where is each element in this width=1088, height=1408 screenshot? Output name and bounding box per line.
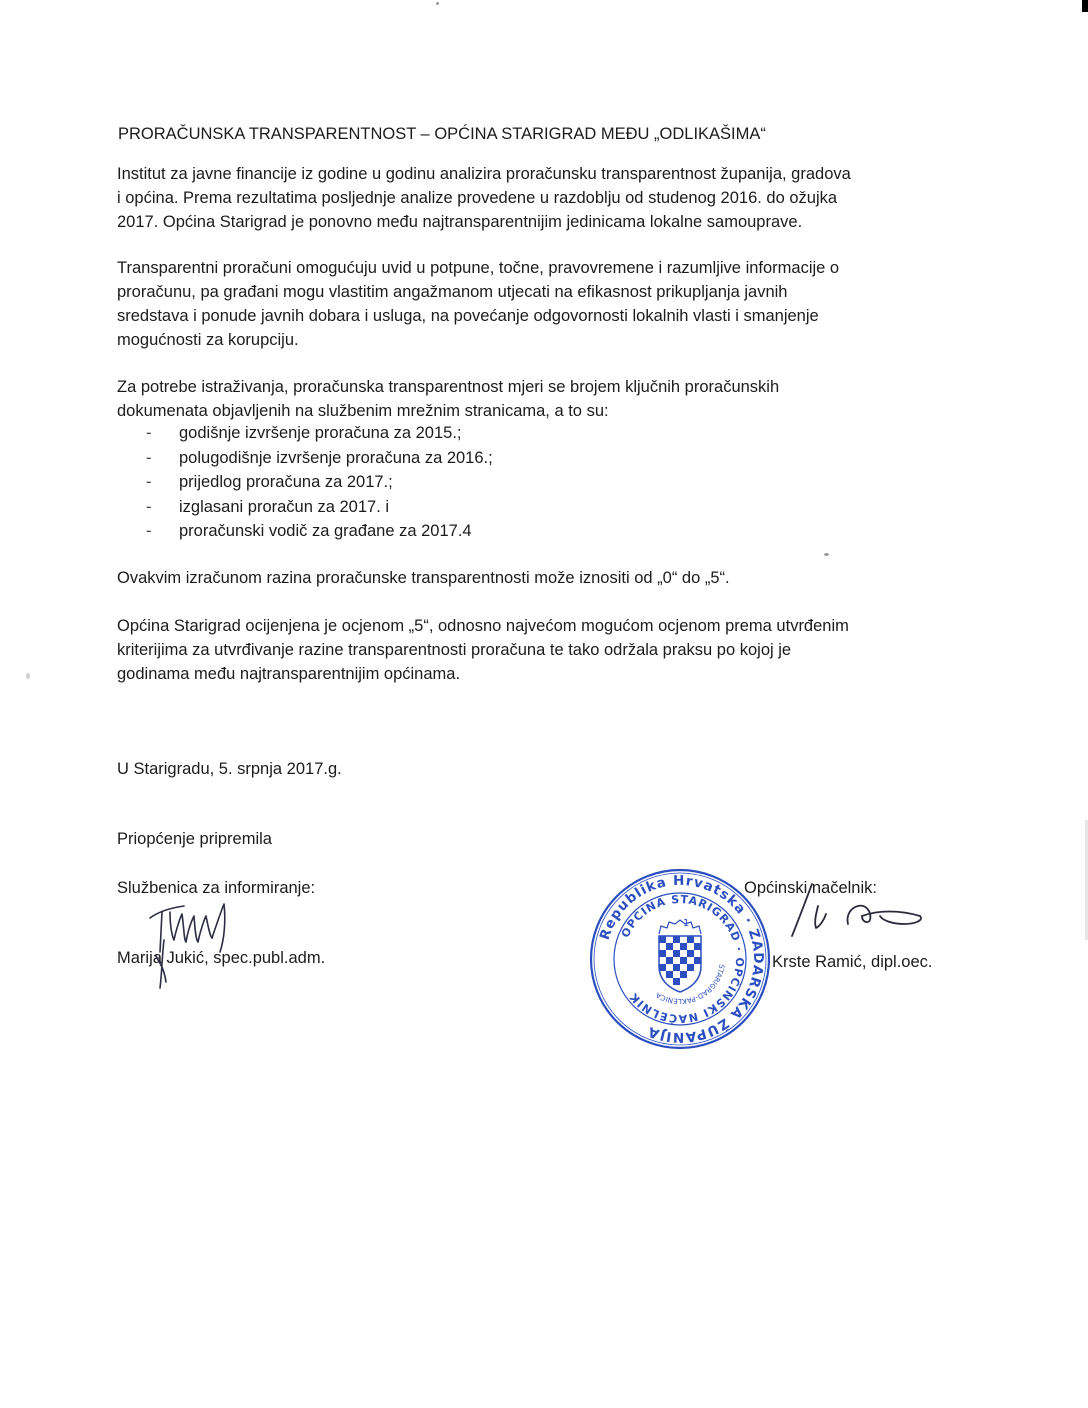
list-item <box>146 421 493 446</box>
paragraph-line: proračunu, pa građani mogu vlastitim angažmanom utjecati na efikasnost prikupljanja javnih <box>117 283 788 301</box>
left-signatory-role: Službenica za informiranje: <box>117 879 316 897</box>
document-list <box>146 421 493 544</box>
stamp-center-text: STARIGRAD-PAKLENICA <box>654 963 726 1006</box>
paragraph-benefits <box>117 256 839 352</box>
right-signatory-role: Općinski načelnik: <box>744 879 877 897</box>
document-title: PRORAČUNSKA TRANSPARENTNOST – OPĆINA STARIGRAD MEĐU „ODLIKAŠIMA“ <box>118 125 766 143</box>
list-item-text: godišnje izvršenje proračuna za 2015.; <box>179 424 462 442</box>
list-marker: - <box>146 473 152 491</box>
list-item <box>146 495 493 520</box>
stamp-number: 1 <box>683 918 690 929</box>
paragraph-intro <box>117 162 851 234</box>
paragraph-line: Institut za javne financije iz godine u godinu analizira proračunsku transparentnost županija, gradova <box>117 165 851 183</box>
paragraph-line: dokumenata objavljenih na službenim mrežnim stranicama, a to su: <box>117 402 609 420</box>
scan-speck <box>436 2 439 5</box>
paragraph-line: godinama među najtransparentnijim općinama. <box>117 665 461 683</box>
coat-of-arms-icon <box>659 920 701 992</box>
stamp-inner-text: OPĆINA STARIGRAD · OPĆINSKI NAČELNIK <box>618 892 747 1026</box>
right-signatory-name: Krste Ramić, dipl.oec. <box>772 953 933 971</box>
paragraph-line: i općina. Prema rezultatima posljednje analize provedene u razdoblju od studenog 2016. do ožujka <box>117 189 838 207</box>
paragraph-line: sredstava i ponude javnih dobara i usluga, na povećanje odgovornosti lokalnih vlasti i smanjenje <box>117 307 819 325</box>
right-signature <box>770 880 930 950</box>
prepared-by: Priopćenje pripremila <box>117 830 272 848</box>
stamp-outer-text: Republika Hrvatska · ZADARSKA ŽUPANIJA <box>596 872 767 1046</box>
scan-edge-mark <box>1082 0 1088 12</box>
list-marker: - <box>146 497 152 516</box>
list-marker: - <box>146 448 152 467</box>
list-item-text: izglasani proračun za 2017. i <box>179 497 390 516</box>
paragraph-scale: Ovakvim izračunom razina proračunske transparentnosti može iznositi od „0“ do „5“. <box>117 569 730 587</box>
list-marker: - <box>146 522 152 540</box>
paragraph-methodology <box>117 375 779 423</box>
list-item-text: polugodišnje izvršenje proračuna za 2016.; <box>179 448 493 467</box>
list-marker: - <box>146 424 152 442</box>
left-signature <box>140 896 240 992</box>
paragraph-line: 2017. Općina Starigrad je ponovno među najtransparentnijim jedinicama lokalne samouprave. <box>117 213 803 231</box>
scan-speck <box>26 673 30 679</box>
place-date: U Starigradu, 5. srpnja 2017.g. <box>117 760 342 778</box>
list-item-text: proračunski vodič za građane za 2017.4 <box>179 522 472 540</box>
scan-speck <box>824 553 829 556</box>
paragraph-line: Općina Starigrad ocijenjena je ocjenom „5“, odnosno najvećom mogućom ocjenom prema utvrđenim <box>117 617 849 635</box>
paragraph-line: kriterijima za utvrđivanje razine transparentnosti proračuna te tako održala praksu po kojoj je <box>117 641 792 659</box>
paragraph-line: Za potrebe istraživanja, proračunska transparentnost mjeri se brojem ključnih proračunskih <box>117 378 780 396</box>
paragraph-line: Transparentni proračuni omogućuju uvid u potpune, točne, pravovremene i razumljive informacije o <box>117 259 840 277</box>
list-item <box>146 470 493 495</box>
list-item <box>146 446 493 471</box>
left-signatory-name: Marija Jukić, spec.publ.adm. <box>117 949 326 967</box>
list-item-text: prijedlog proračuna za 2017.; <box>179 473 393 491</box>
paragraph-line: mogućnosti za korupciju. <box>117 331 299 349</box>
paragraph-rating <box>117 614 849 686</box>
list-item <box>146 519 493 544</box>
official-stamp <box>587 866 773 1052</box>
